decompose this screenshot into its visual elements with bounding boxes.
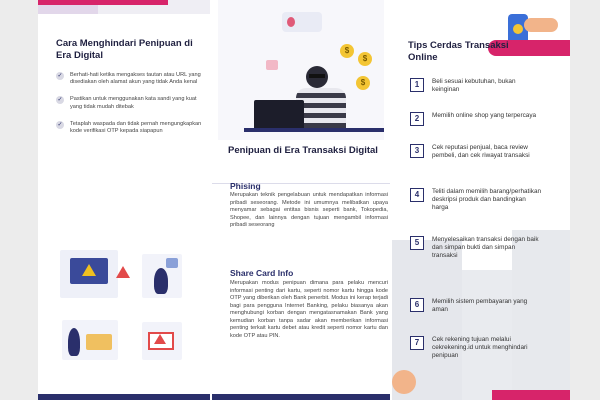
- person-with-laptop-icon: [62, 320, 118, 360]
- tip-text: Cek reputasi penjual, baca review pembeli, dan cek riwayat transaksi: [432, 144, 530, 159]
- warning-sign-icon: [116, 266, 130, 278]
- tip-item: [410, 236, 560, 266]
- panel-middle-title: Penipuan di Era Transaksi Digital: [228, 145, 378, 156]
- panel-right: [392, 0, 570, 400]
- hand-icon: [524, 18, 558, 32]
- bullet-text: Tetaplah waspada dan tidak pernah mengungkapkan kode verifikasi OTP kepada siapapun: [70, 120, 202, 135]
- navy-band: [38, 394, 210, 400]
- tip-text: Teliti dalam memilih barang/perhatikan deskripsi produk dan bandingkan harga: [432, 188, 542, 211]
- check-icon: ✓: [57, 73, 63, 79]
- tip-number: 5: [410, 236, 424, 250]
- dollar-coin-icon: $: [358, 52, 372, 66]
- tip-text: Memilih sistem pembayaran yang aman: [432, 298, 528, 313]
- person-icon: [392, 370, 416, 394]
- bullet-item: [56, 121, 206, 135]
- left-margin: [0, 0, 38, 400]
- hero-illustration: [218, 0, 384, 140]
- section-heading-share-card: Share Card Info: [230, 268, 294, 278]
- navy-band: [212, 394, 390, 400]
- panel-left: [38, 0, 210, 400]
- right-margin: [570, 0, 600, 400]
- dollar-coin-icon: $: [356, 76, 370, 90]
- tip-text: Beli sesuai kebutuhan, bukan keinginan: [432, 78, 516, 93]
- section-heading-phising: Phising: [230, 181, 261, 191]
- padlock-icon: [266, 60, 278, 70]
- tip-number: 6: [410, 298, 424, 312]
- tip-item: [410, 336, 560, 366]
- dollar-coin-icon: $: [340, 44, 354, 58]
- tip-text: Menyelesaikan transaksi dengan baik dan simpan bukti dan simpan transaksi: [432, 236, 539, 259]
- tip-item: [410, 298, 560, 328]
- laptop-icon: [254, 100, 304, 130]
- bullet-item: [56, 96, 206, 110]
- tip-item: [410, 112, 560, 142]
- computer-monitor-icon: [60, 250, 118, 298]
- user-chat-icon: [282, 12, 322, 32]
- tip-number: 2: [410, 112, 424, 126]
- tip-text: Cek rekening tujuan melalui cekrekening.id untuk menghindari penipuan: [432, 336, 528, 359]
- tip-item: [410, 78, 560, 108]
- panel-left-title: Cara Menghindari Penipuan di Era Digital: [56, 38, 193, 61]
- tip-text: Memilih online shop yang terpercaya: [432, 112, 537, 119]
- tip-number: 3: [410, 144, 424, 158]
- bullet-text: Berhati-hati ketika mengakses tautan atau URL yang disediakan oleh alamat akun yang tidak Anda kenal: [70, 72, 201, 86]
- tip-number: 4: [410, 188, 424, 202]
- bullet-item: [56, 72, 206, 86]
- pink-band-bottom: [492, 390, 570, 400]
- section-body-phising: Merupakan teknik pengelabuan untuk mendapatkan informasi pribadi seseorang. Metode ini umumnya melibatkan upaya menyamar sebagai entitas bisnis seperti bank, Tokopedia, Shopee, dan lainnya dengan tujuan mengambil informasi pribadi seseorang: [230, 192, 388, 228]
- hacker-icon: [306, 66, 328, 88]
- panel-right-title: Tips Cerdas Transaksi Online: [408, 40, 509, 63]
- bullet-text: Pastikan untuk menggunakan kata sandi yang kuat yang tidak mudah ditebak: [70, 96, 197, 110]
- desk: [244, 128, 384, 132]
- tips-list: [56, 72, 206, 145]
- panel-middle: [212, 0, 390, 400]
- tip-number: 7: [410, 336, 424, 350]
- check-icon: ✓: [57, 121, 63, 128]
- tip-item: [410, 144, 560, 174]
- pink-band: [38, 0, 168, 5]
- tip-number: 1: [410, 78, 424, 92]
- section-body-share-card: Merupakan modus penipuan dimana para pelaku mencuri informasi penting dari kartu, seperti nomor kartu hingga kode OTP yang diberikan oleh Bank penerbit. Modus ini kerap terjadi bagi para pengguna Internet Banking, pelaku biasanya akan menghubungi korban dengan mengatasnamakan Bank yang kemudian korban tanpa sadar akan memberikan informasi penting terkait kartu debet atau kredit seperti nomor kartu dan kode OTP atau PIN.: [230, 280, 388, 339]
- email-warning-icon: [142, 322, 182, 360]
- person-with-phone-icon: [142, 254, 182, 298]
- city-background: [462, 270, 512, 400]
- tip-item: [410, 188, 560, 218]
- check-icon: ✓: [57, 97, 63, 104]
